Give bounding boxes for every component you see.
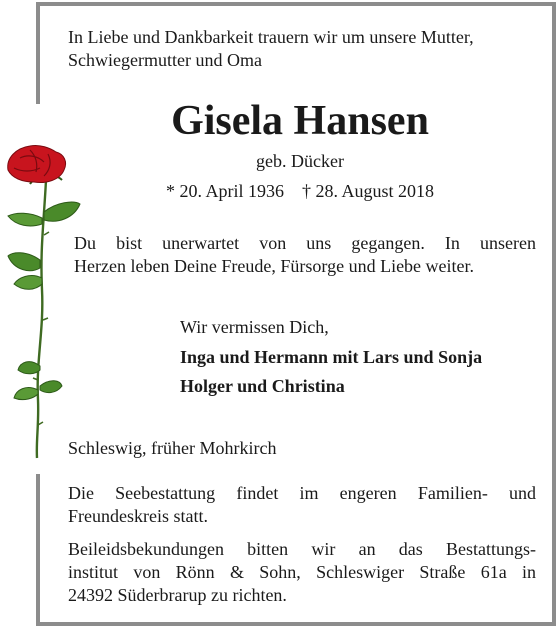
deceased-name: Gisela Hansen <box>171 98 429 144</box>
intro-line-2: Schwiegermutter und Oma <box>68 50 262 70</box>
condolence-line-3: 24392 Süderbrarup zu richten. <box>68 585 287 605</box>
birth-name: geb. Dücker <box>256 151 344 171</box>
message-line-1: Du bist unerwartet von uns gegangen. In unseren <box>74 233 536 253</box>
life-dates <box>0 180 560 203</box>
frame-bottom-border <box>36 622 556 626</box>
leaf-1 <box>44 202 80 221</box>
frame-left-border-lower <box>36 474 40 626</box>
message-line-2: Herzen leben Deine Freude, Fürsorge und Liebe weiter. <box>74 256 475 276</box>
location-line: Schleswig, früher Mohrkirch <box>68 438 277 458</box>
leaf-7 <box>40 381 62 393</box>
burial-line-2: Freundeskreis statt. <box>68 506 208 526</box>
leaf-4 <box>14 276 42 290</box>
burial-line-1: Die Seebestattung findet im engeren Familien- und <box>68 483 536 503</box>
leaf-5 <box>18 362 40 374</box>
leaf-2 <box>8 213 42 226</box>
signatory-line-2: Holger und Christina <box>180 376 345 396</box>
leaf-6 <box>14 388 38 400</box>
death-date: † 28. August 2018 <box>302 181 435 201</box>
frame-top-border <box>36 2 556 6</box>
condolence-line-2: institut von Rönn & Sohn, Schleswiger Straße 61a in <box>68 562 536 582</box>
condolence-line-1: Beileidsbekundungen bitten wir an das Bestattungs- <box>68 539 536 559</box>
frame-left-border-upper <box>36 2 40 104</box>
birth-date: * 20. April 1936 <box>165 181 284 201</box>
leaf-3 <box>8 253 40 271</box>
intro-line-1: In Liebe und Dankbarkeit trauern wir um unsere Mutter, <box>68 27 474 47</box>
miss-you-line: Wir vermissen Dich, <box>180 317 329 337</box>
signatory-line-1: Inga und Hermann mit Lars und Sonja <box>180 347 483 367</box>
